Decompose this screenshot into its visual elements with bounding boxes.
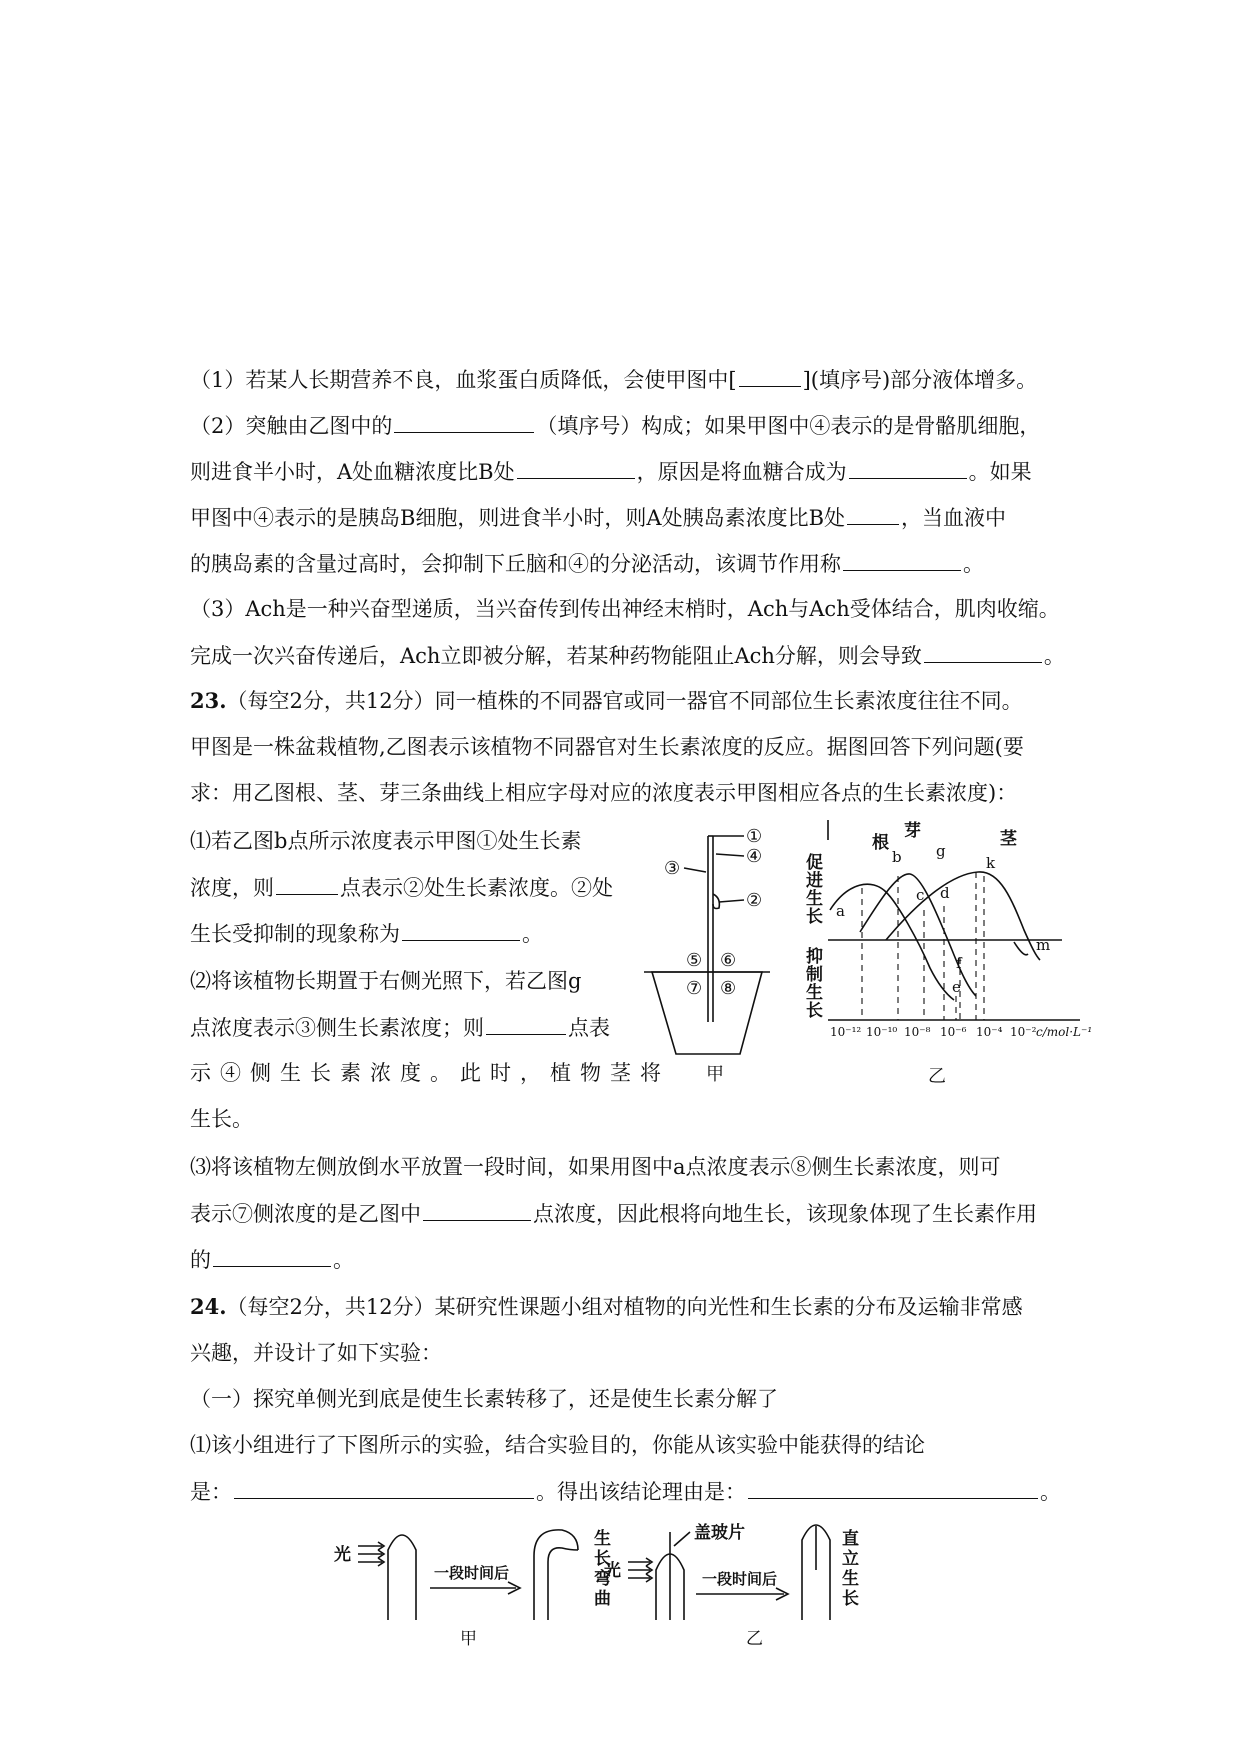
q23-s3-line1: ⑶将该植物左侧放倒水平放置一段时间，如果用图中a点浓度表示⑧侧生长素浓度，则可 [190, 1155, 1001, 1179]
curve-label-bud: 芽 [904, 821, 921, 841]
arrow-label-b: 一段时间后 [702, 1570, 778, 1588]
result-b-4: 长 [842, 1589, 859, 1609]
q22-p2-line4: 的胰岛素的含量过高时，会抑制下丘脑和④的分泌活动，该调节作用称 。 [190, 548, 984, 579]
q23-s2-line2: 点浓度表示③侧生长素浓度；则 点表 [190, 1012, 610, 1043]
q23-s3-line2: 表示⑦侧浓度的是乙图中 点浓度，因此根将向地生长，该现象体现了生长素作用 [190, 1198, 1037, 1229]
q23-s3-line3: 的 。 [190, 1244, 354, 1275]
result-a-3: 弯 [594, 1569, 611, 1589]
answer-blank[interactable] [213, 1244, 331, 1267]
caption-a: 甲 [460, 1629, 477, 1649]
point-label-k: k [986, 854, 996, 872]
point-label-c: c [916, 886, 925, 904]
answer-blank[interactable] [843, 548, 961, 571]
curve-label-root: 根 [872, 833, 889, 853]
q22-p3-line1: （3）Ach是一种兴奋型递质，当兴奋传到传出神经末梢时，Ach与Ach受体结合，肌肉收缩。 [190, 597, 1060, 621]
answer-blank[interactable] [849, 456, 967, 479]
q22-p3-line2: 完成一次兴奋传递后，Ach立即被分解，若某种药物能阻止Ach分解，则会导致 。 [190, 640, 1065, 671]
q22-p2-line2: 则进食半小时，A处血糖浓度比B处 ，原因是将血糖合成为 。如果 [190, 456, 1032, 487]
figure-jia-caption: 甲 [706, 1064, 724, 1085]
q23-s2-line1: ⑵将该植物长期置于右侧光照下，若乙图g [190, 969, 582, 993]
q23-s2-line4: 生长。 [190, 1107, 253, 1131]
point-label-e: e [952, 978, 961, 996]
q24-line3: （一）探究单侧光到底是使生长素转移了，还是使生长素分解了 [190, 1387, 778, 1411]
point-label-d: d [940, 884, 950, 902]
caption-b: 乙 [746, 1629, 763, 1649]
point-label-b: b [892, 848, 902, 866]
result-a-4: 曲 [594, 1589, 611, 1609]
arrow-label-a: 一段时间后 [434, 1564, 510, 1582]
answer-blank[interactable] [402, 918, 520, 941]
q23-s1-line1: ⑴若乙图b点所示浓度表示甲图①处生长素 [190, 829, 582, 853]
plant-label-5: ⑤ [686, 950, 703, 971]
q23-header: 23.（每空2分，共12分）同一植株的不同器官或同一器官不同部位生长素浓度往往不同。 [190, 688, 1023, 713]
q22-p1: （1）若某人长期营养不良，血浆蛋白质降低，会使甲图中[ ](填序号)部分液体增多。 [190, 364, 1037, 395]
q23-line3: 求：用乙图根、茎、芽三条曲线上相应字母对应的浓度表示甲图相应各点的生长素浓度)： [190, 781, 1018, 805]
question-number: 24. [190, 1294, 227, 1319]
answer-blank[interactable] [394, 410, 534, 433]
light-label-b: 光 [604, 1561, 621, 1581]
answer-blank[interactable] [276, 872, 338, 895]
answer-blank[interactable] [486, 1012, 566, 1035]
plant-label-4: ④ [746, 846, 763, 867]
answer-blank[interactable] [234, 1476, 534, 1499]
q23-line2: 甲图是一株盆栽植物,乙图表示该植物不同器官对生长素浓度的反应。据图回答下列问题(要 [190, 735, 1024, 759]
plant-label-6: ⑥ [720, 950, 737, 971]
result-a-1: 生 [594, 1529, 611, 1549]
figure-yi-auxin-curves [800, 820, 1100, 1050]
q22-p2-line1: （2）突触由乙图中的 （填序号）构成；如果甲图中④表示的是骨骼肌细胞， [190, 410, 1040, 441]
answer-blank[interactable] [748, 1476, 1038, 1499]
tick-label: 10⁻⁴ [976, 1025, 1003, 1039]
tick-label: 10⁻¹⁰ [866, 1025, 898, 1039]
q24-line4: ⑴该小组进行了下图所示的实验，结合实验目的，你能从该实验中能获得的结论 [190, 1433, 925, 1457]
point-label-a: a [836, 902, 845, 920]
result-b-2: 立 [842, 1549, 859, 1569]
point-label-f: f [956, 954, 962, 972]
figure-yi-caption: 乙 [928, 1066, 946, 1087]
answer-blank[interactable] [924, 640, 1042, 663]
tick-label: 10⁻¹² [830, 1025, 862, 1039]
plant-label-3: ③ [664, 858, 681, 879]
q22-p2-line3: 甲图中④表示的是胰岛B细胞，则进食半小时，则A处胰岛素浓度比B处 ，当血液中 [190, 502, 1006, 533]
light-label-a: 光 [334, 1545, 351, 1565]
tick-label: 10⁻⁸ [904, 1025, 931, 1039]
ylabel-promote-2: 进 [806, 871, 823, 891]
plant-label-1: ① [746, 826, 763, 847]
tick-label: 10⁻⁶ [940, 1025, 967, 1039]
answer-blank[interactable] [423, 1198, 531, 1221]
answer-blank[interactable] [847, 502, 899, 525]
result-b-3: 生 [842, 1569, 859, 1589]
root-curve [830, 884, 954, 1000]
ylabel-inhibit-2: 制 [806, 965, 823, 985]
q23-s2-line3: 示④侧生长素浓度。此时，植物茎将 [190, 1061, 670, 1085]
plant-label-8: ⑧ [720, 978, 737, 999]
glass-label: 盖玻片 [694, 1523, 745, 1543]
ylabel-inhibit-3: 生 [806, 983, 823, 1003]
curve-label-stem: 茎 [1000, 829, 1017, 849]
plant-label-7: ⑦ [686, 978, 703, 999]
x-axis-label: c/mol·L⁻¹ [1036, 1025, 1093, 1039]
q23-s1-line2: 浓度，则 点表示②处生长素浓度。②处 [190, 872, 613, 903]
ylabel-promote-1: 促 [806, 853, 823, 873]
plant-label-2: ② [746, 890, 763, 911]
point-label-g: g [936, 842, 946, 860]
coleoptile-a [388, 1535, 416, 1620]
result-b-1: 直 [842, 1529, 859, 1549]
ylabel-promote-3: 生 [806, 889, 823, 909]
ylabel-inhibit-4: 长 [806, 1001, 823, 1021]
ylabel-promote-4: 长 [806, 907, 823, 927]
bent-coleoptile [534, 1530, 578, 1620]
result-a-2: 长 [594, 1549, 611, 1569]
q24-line5: 是： 。得出该结论理由是： 。 [190, 1476, 1061, 1507]
question-number: 23. [190, 688, 227, 713]
q24-header: 24.（每空2分，共12分）某研究性课题小组对植物的向光性和生长素的分布及运输非常感 [190, 1294, 1023, 1319]
point-label-m: m [1036, 936, 1051, 954]
figure-q24-coleoptile-experiment [330, 1510, 890, 1650]
ylabel-inhibit-1: 抑 [806, 947, 823, 967]
figure-jia-potted-plant [640, 822, 790, 1072]
q24-line2: 兴趣，并设计了如下实验： [190, 1341, 442, 1365]
q23-s1-line3: 生长受抑制的现象称为 。 [190, 918, 543, 949]
answer-blank[interactable] [517, 456, 635, 479]
stem-tail [1014, 942, 1028, 955]
answer-blank[interactable] [739, 364, 801, 387]
tick-label: 10⁻² [1010, 1025, 1037, 1039]
